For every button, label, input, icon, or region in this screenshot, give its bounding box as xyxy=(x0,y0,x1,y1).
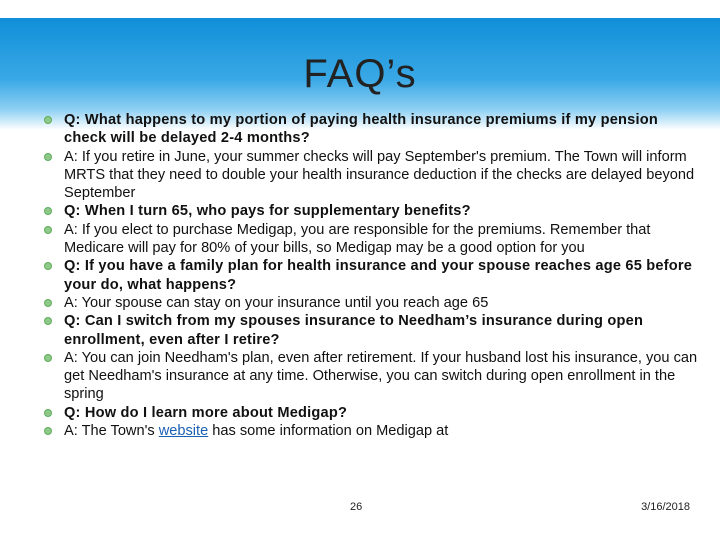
faq-question: Q: How do I learn more about Medigap? xyxy=(44,404,704,422)
bullet-icon xyxy=(44,116,52,124)
slide-date: 3/16/2018 xyxy=(641,501,690,513)
faq-question: Q: Can I switch from my spouses insurance to Needham’s insurance during open enrollment, even after I retire? xyxy=(44,312,704,349)
bullet-icon xyxy=(44,299,52,307)
faq-list xyxy=(44,111,704,440)
bullet-icon xyxy=(44,317,52,325)
page-number: 26 xyxy=(350,501,363,513)
bullet-icon xyxy=(44,409,52,417)
bullet-icon xyxy=(44,354,52,362)
faq-question: Q: When I turn 65, who pays for supplementary benefits? xyxy=(44,202,704,220)
bullet-icon xyxy=(44,153,52,161)
faq-question: Q: If you have a family plan for health insurance and your spouse reaches age 65 before your do, what happens? xyxy=(44,257,704,294)
faq-answer: A: If you elect to purchase Medigap, you are responsible for the premiums. Remember that Medicare will pay for 80% of your bills, so Medigap may be a good option for you xyxy=(44,221,704,258)
faq-answer: A: Your spouse can stay on your insurance until you reach age 65 xyxy=(44,294,704,312)
faq-answer: A: You can join Needham's plan, even after retirement. If your husband lost his insurance, you can get Needham's insurance at any time. Otherwise, you can switch during open enrollment in the spring xyxy=(44,349,704,404)
bullet-icon xyxy=(44,427,52,435)
faq-answer-last: A: The Town's website has some information on Medigap at xyxy=(44,422,704,440)
faq-question: Q: What happens to my portion of paying health insurance premiums if my pension check will be delayed 2-4 months? xyxy=(44,111,704,148)
faq-answer: A: If you retire in June, your summer checks will pay September's premium. The Town will inform MRTS that they need to double your health insurance deduction if the checks are delayed beyond September xyxy=(44,148,704,203)
slide-title: FAQ’s xyxy=(303,52,417,96)
bullet-icon xyxy=(44,226,52,234)
website-link[interactable]: website xyxy=(158,423,209,440)
bullet-icon xyxy=(44,262,52,270)
bullet-icon xyxy=(44,207,52,215)
